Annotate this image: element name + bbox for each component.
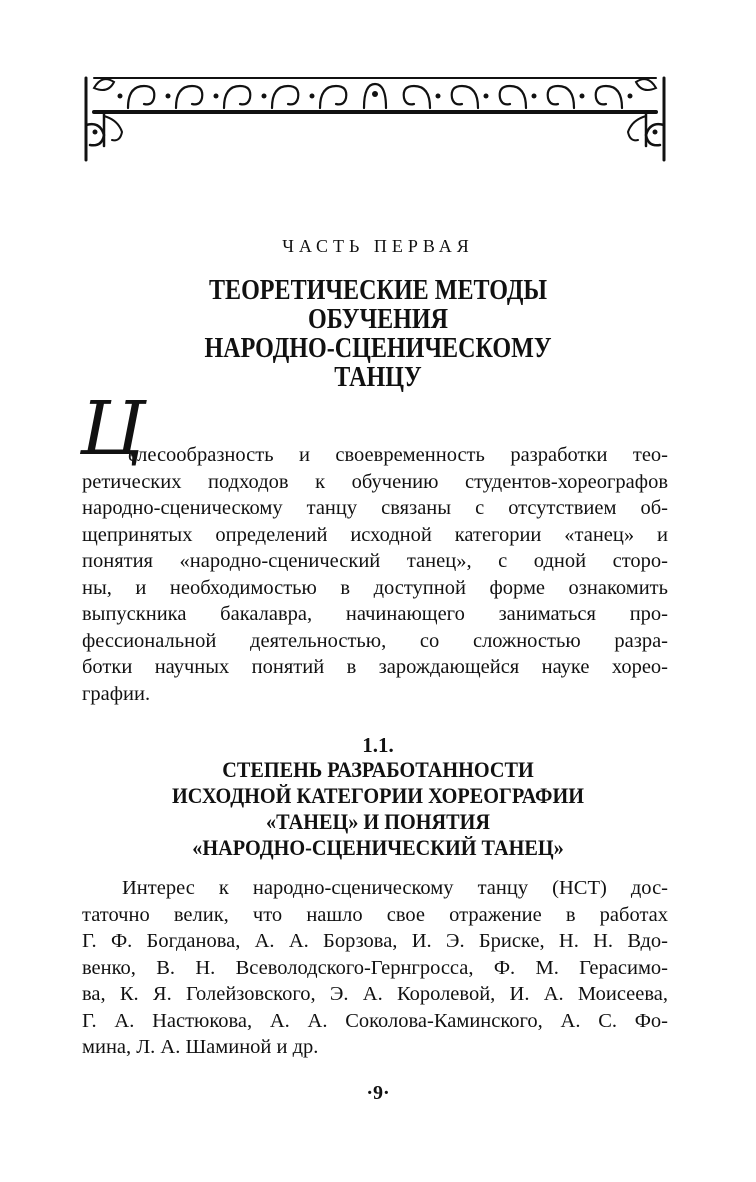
- text-line: мина, Л. А. Шаминой и др.: [82, 1036, 319, 1058]
- text-line: таточно велик, что нашло свое отражение в работах: [82, 903, 668, 926]
- text-line: Интерес к народно-сценическому танцу (НСТ) дос-: [122, 877, 668, 899]
- body-paragraph: [82, 875, 668, 1061]
- text-line: елесообразность и своевременность разработки тео-: [128, 444, 668, 466]
- page-number: ·9·: [366, 1082, 390, 1104]
- part-title: [53, 276, 703, 392]
- text-line: ны, и необходимостью в доступной форме ознакомить: [82, 576, 668, 599]
- drop-cap: Ц: [80, 386, 145, 472]
- decorative-header-ornament: [80, 70, 670, 165]
- text-line: фессиональной деятельностью, со сложностью разра-: [82, 629, 668, 652]
- text-line: Г. А. Настюкова, А. А. Соколова-Каминского, А. С. Фо-: [82, 1009, 668, 1032]
- section-title-line: «НАРОДНО-СЦЕНИЧЕСКИЙ ТАНЕЦ»: [192, 835, 564, 860]
- text-line: венко, В. Н. Всеволодского-Гернгросса, Ф. М. Герасимо-: [82, 956, 668, 979]
- text-line: народно-сценическому танцу связаны с отсутствием об-: [82, 497, 668, 519]
- part-label: ЧАСТЬ ПЕРВАЯ: [282, 236, 474, 256]
- text-line: щепринятых определений исходной категории «танец» и: [82, 523, 668, 546]
- part-title-line: ТЕОРЕТИЧЕСКИЕ МЕТОДЫ: [208, 275, 548, 306]
- text-line: ретических подходов к обучению студентов-хореографов: [82, 470, 668, 493]
- section-number: 1.1.: [362, 733, 394, 757]
- text-line: понятия «народно-сценический танец», с одной сторо-: [82, 550, 668, 572]
- part-title-line: НАРОДНО-СЦЕНИЧЕСКОМУ: [204, 333, 552, 364]
- section-title-line: ИСХОДНОЙ КАТЕГОРИИ ХОРЕОГРАФИИ: [172, 783, 584, 808]
- text-line: ботки научных понятий в зарождающейся науке хорео-: [82, 656, 668, 678]
- section-title-line: СТЕПЕНЬ РАЗРАБОТАННОСТИ: [222, 757, 534, 782]
- section-title: [38, 757, 718, 861]
- part-title-line: ОБУЧЕНИЯ: [307, 304, 449, 335]
- section-title-line: «ТАНЕЦ» И ПОНЯТИЯ: [265, 809, 491, 834]
- text-line: ва, К. Я. Голейзовского, Э. А. Королевой, И. А. Моисеева,: [82, 983, 668, 1005]
- intro-paragraph: [82, 442, 668, 707]
- text-line: выпускника бакалавра, начинающего заниматься про-: [82, 603, 668, 625]
- text-line: Г. Ф. Богданова, А. А. Борзова, И. Э. Бриске, Н. Н. Вдо-: [82, 930, 668, 952]
- text-line: графии.: [82, 682, 151, 705]
- part-title-line: ТАНЦУ: [334, 362, 422, 393]
